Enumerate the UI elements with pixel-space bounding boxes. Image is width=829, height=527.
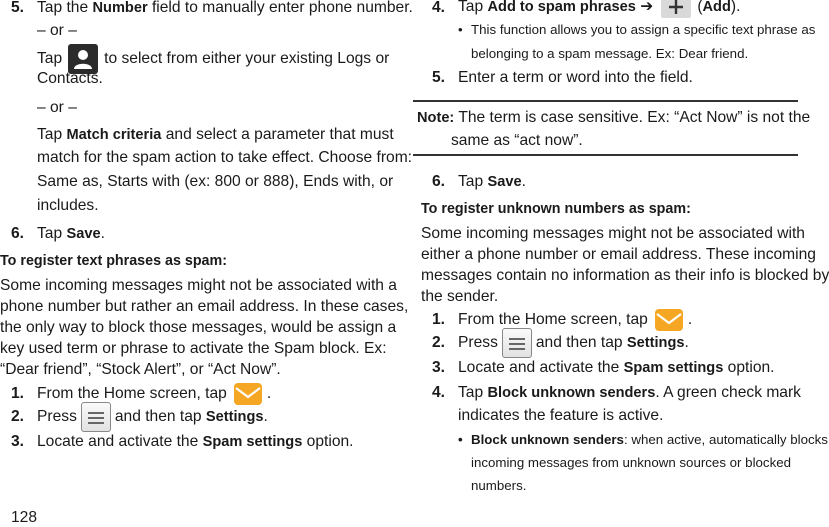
text: Press (458, 334, 498, 352)
bullet-text: incoming messages from unknown sources or blocked (471, 455, 792, 470)
text: . (684, 334, 689, 352)
text: Tap (37, 225, 67, 242)
step-number: 2. (432, 334, 446, 351)
text: option. (723, 359, 775, 376)
or-separator: – or – (37, 99, 77, 116)
step-text (458, 358, 775, 378)
section-heading: To register unknown numbers as spam: (421, 201, 691, 217)
text: Tap (458, 173, 488, 190)
text: and then tap (114, 408, 206, 426)
block-unknown-ref: Block unknown senders (471, 432, 624, 447)
bullet: • (458, 432, 463, 447)
text: field to manually enter phone number. (147, 0, 413, 16)
bullet-text (471, 431, 828, 449)
text: Tap the (37, 0, 93, 16)
text: match for the spam action to take effect. Choose from: (37, 149, 413, 166)
step-number: 4. (432, 0, 446, 16)
text: The term is case sensitive. Ex: “Act Now” is not the (458, 109, 811, 126)
spam-settings-ref: Spam settings (202, 434, 303, 450)
paragraph-line: “Dear friend”, “Stock Alert”, or “Act Now”. (0, 361, 281, 378)
note-bottom-rule (413, 154, 798, 156)
paragraph-line: either a phone number or email address. These incoming (421, 246, 816, 263)
step-text: Enter a term or word into the field. (458, 69, 693, 86)
text: and then tap (535, 334, 627, 352)
text: Tap (458, 0, 488, 15)
text: Tap (37, 50, 63, 68)
text: From the Home screen, tap (458, 311, 648, 328)
arrow-icon: ➔ (640, 0, 654, 15)
paragraph-line: messages contain no information as their info is blocked by (421, 267, 829, 284)
text: . (687, 311, 693, 328)
section-heading: To register text phrases as spam: (0, 253, 227, 269)
note-text: same as “act now”. (451, 132, 583, 149)
add-ref: Add (702, 0, 731, 15)
paragraph-line: the sender. (421, 288, 499, 305)
paragraph-line: Some incoming messages might not be associated with (421, 225, 805, 242)
settings-ref: Settings (626, 335, 685, 352)
paragraph-line: phone number but rather an email address. In these cases, (0, 298, 409, 315)
step-text (37, 402, 268, 432)
step-number: 5. (11, 0, 25, 16)
text: and select a parameter that must (161, 126, 394, 143)
menu-key-icon (81, 402, 111, 432)
text: ( (697, 0, 703, 15)
number-field-ref: Number (92, 0, 148, 16)
block-unknown-ref: Block unknown senders (487, 385, 656, 401)
bullet-text: numbers. (471, 478, 527, 493)
text: Tap (37, 126, 67, 143)
bullet-text: belonging to a spam message. Ex: Dear friend. (471, 46, 749, 61)
bullet: • (458, 22, 463, 37)
step-text (37, 0, 413, 18)
text: . (100, 225, 105, 242)
text: Tap (458, 384, 488, 401)
or-separator: – or – (37, 22, 77, 39)
match-line (37, 125, 394, 145)
step-text: indicates the feature is active. (458, 407, 664, 424)
note-top-rule (413, 100, 798, 102)
step-number: 5. (432, 69, 446, 86)
step-number: 4. (432, 384, 446, 401)
bullet-text: This function allows you to assign a specific text phrase as (471, 22, 816, 37)
note (417, 108, 810, 128)
step-number: 3. (11, 433, 25, 450)
spam-settings-ref: Spam settings (623, 360, 724, 376)
step-text (458, 383, 801, 403)
step-number: 1. (432, 311, 446, 328)
text: . (263, 408, 268, 426)
text: From the Home screen, tap (37, 385, 227, 402)
text: option. (302, 433, 354, 450)
add-to-spam-ref: Add to spam phrases (487, 0, 636, 15)
text: to select from either your existing Logs or (104, 50, 390, 68)
save-ref: Save (487, 174, 522, 190)
step-text (37, 224, 105, 244)
step-number: 2. (11, 408, 25, 425)
step-number: 6. (432, 173, 446, 190)
step-text (458, 0, 740, 20)
plus-icon (661, 0, 691, 18)
text: Press (37, 408, 77, 426)
paragraph-line: the only way to block those messages, would be assign a (0, 319, 397, 336)
step-text (37, 432, 354, 452)
step-number: 6. (11, 225, 25, 242)
paragraph-line: key used term or phrase to activate the Spam block. Ex: (0, 340, 387, 357)
text: Same as, Starts with (ex: 800 or 888), Ends with, or (37, 173, 394, 190)
page-number: 128 (11, 509, 38, 526)
match-criteria-ref: Match criteria (66, 127, 162, 143)
text: Locate and activate the (458, 359, 624, 376)
text: : when active, automatically blocks (623, 432, 828, 447)
save-ref: Save (66, 226, 101, 242)
step-text (458, 328, 689, 358)
text: Locate and activate the (37, 433, 203, 450)
note-label: Note: (417, 110, 455, 126)
step-number: 1. (11, 385, 25, 402)
settings-ref: Settings (205, 409, 264, 426)
text: . (521, 173, 526, 190)
step-number: 3. (432, 359, 446, 376)
text: . A green check mark (655, 384, 801, 401)
text: . (266, 385, 272, 402)
step-text (458, 172, 526, 192)
paragraph-line: Some incoming messages might not be associated with a (0, 277, 397, 294)
text: includes. (37, 197, 99, 214)
text: ). (730, 0, 741, 15)
menu-key-icon (502, 328, 532, 358)
text: Contacts. (37, 70, 103, 87)
